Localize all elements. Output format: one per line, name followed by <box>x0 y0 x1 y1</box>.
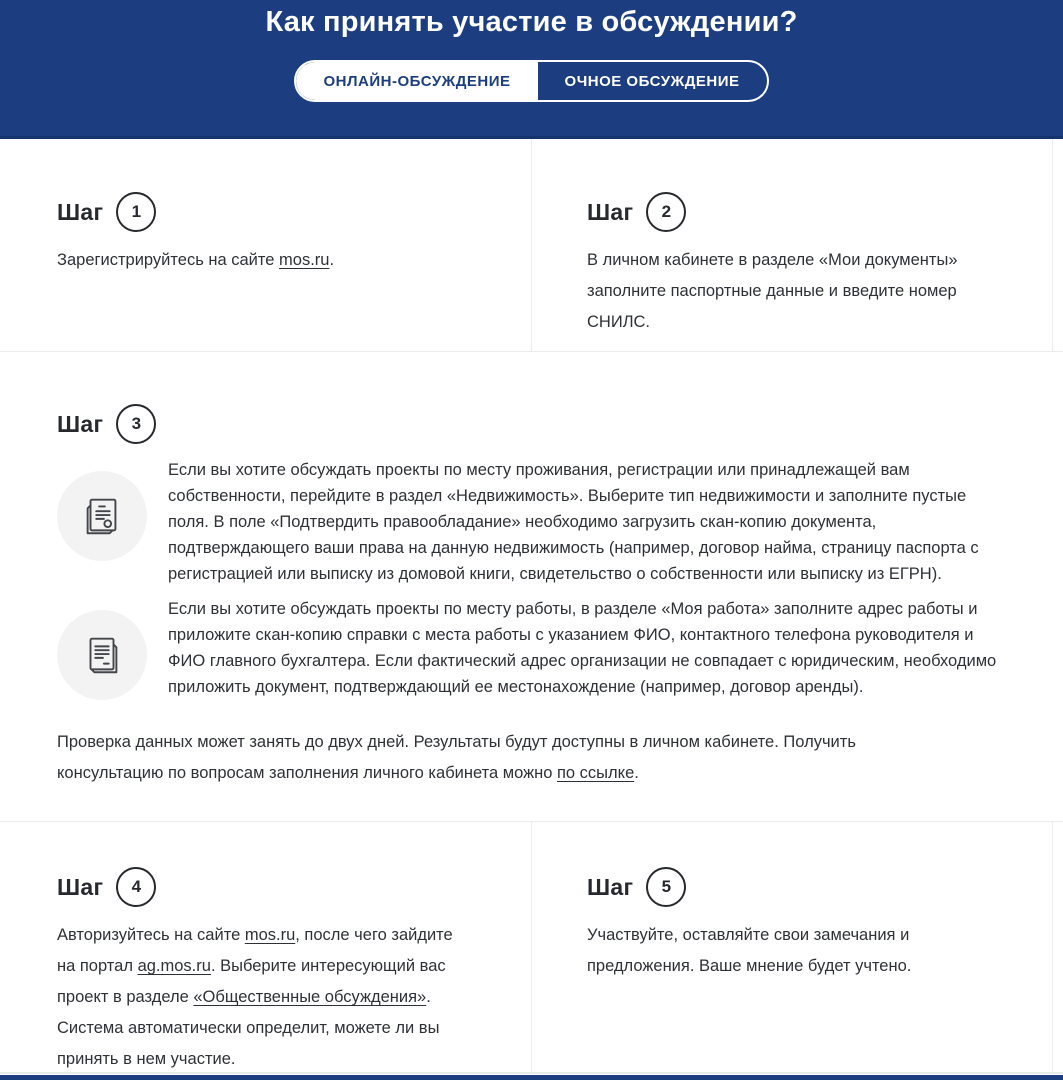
step-4-part: . Выберите интересующий вас проект в разделе <box>57 957 446 1006</box>
step-1-text <box>57 245 475 276</box>
step-5-block <box>532 822 1063 1072</box>
step-4-heading <box>57 867 475 907</box>
step-2-heading <box>587 192 1003 232</box>
step-4-part: Авторизуйтесь на сайте <box>57 926 245 944</box>
step-2-block <box>532 139 1063 351</box>
step-2-text: В личном кабинете в разделе «Мои документы» заполните паспортные данные и введите номер СНИЛС. <box>587 251 958 331</box>
step-3-note <box>57 727 965 789</box>
step-label: Шаг <box>57 873 104 900</box>
step-4-number-badge: 4 <box>116 867 156 907</box>
step-5-number-badge: 5 <box>646 867 686 907</box>
step-4-part: , после чего зайдите на портал <box>57 926 453 975</box>
step-4-part: . Система автоматически определит, можете ли вы принять в нем участие. <box>57 988 440 1068</box>
step-3-heading <box>57 404 1010 444</box>
step-label: Шаг <box>587 198 634 225</box>
step-1-heading <box>57 192 475 232</box>
right-edge-divider <box>1052 822 1053 1072</box>
document-lines-icon <box>57 610 147 700</box>
right-edge-divider <box>1052 139 1053 351</box>
step-3-number-badge: 3 <box>116 404 156 444</box>
step-3-block <box>0 352 1063 822</box>
step-4-text <box>57 920 475 1075</box>
header-banner <box>0 0 1063 139</box>
step-label: Шаг <box>57 198 104 225</box>
step-5-heading <box>587 867 1003 907</box>
step-4-block <box>0 822 532 1072</box>
steps-row-1-2 <box>0 139 1063 352</box>
step-1-block <box>0 139 532 351</box>
page-title: Как принять участие в обсуждении? <box>265 6 798 38</box>
step-1-text-before: Зарегистрируйтесь на сайте <box>57 251 280 269</box>
document-seal-icon <box>57 471 147 561</box>
step-2-number-badge: 2 <box>646 192 686 232</box>
public-discussions-link[interactable]: «Общественные обсуждения» <box>193 988 427 1006</box>
mos-ru-link[interactable]: mos.ru <box>279 251 330 269</box>
step-3-note-before: Проверка данных может занять до двух дней. Результаты будут доступны в личном кабинете. Получить консультацию по вопросам заполнения личного кабинета можно <box>57 733 856 782</box>
tab-online-discussion[interactable]: ОНЛАЙН-ОБСУЖДЕНИЕ <box>296 62 537 100</box>
step-1-number-badge: 1 <box>116 192 156 232</box>
step-label: Шаг <box>587 873 634 900</box>
discussion-mode-tabs <box>294 60 768 102</box>
consultation-link[interactable]: по ссылке <box>556 764 635 782</box>
step-5-text: Участвуйте, оставляйте свои замечания и предложения. Ваше мнение будет учтено. <box>587 926 912 975</box>
mos-ru-link[interactable]: mos.ru <box>244 926 296 944</box>
step-3-item-work <box>57 596 1010 700</box>
step-label: Шаг <box>57 410 104 437</box>
steps-row-4-5 <box>0 822 1063 1072</box>
step-3-item-residence <box>57 457 1010 587</box>
tab-offline-discussion[interactable]: ОЧНОЕ ОБСУЖДЕНИЕ <box>538 62 767 100</box>
step-1-text-after: . <box>329 251 335 269</box>
step-3-note-after: . <box>634 764 639 782</box>
step-3-residence-text: Если вы хотите обсуждать проекты по месту проживания, регистрации или принадлежащей вам собственности, перейдите в раздел «Недвижимость». Выберите тип недвижимости и заполните пустые поля. В поле «Подтвердить правообладание» необходимо загрузить скан-копию документа, подтверждающего ваши права на данную недвижимость (например, договор найма, страницу паспорта с регистрацией или выписку из домовой книги, свидетельство о собственности или выписку из ЕГРН). <box>168 461 979 583</box>
footer-blue-bar <box>0 1075 1063 1080</box>
ag-mos-ru-link[interactable]: ag.mos.ru <box>137 957 211 975</box>
step-3-work-text: Если вы хотите обсуждать проекты по месту работы, в разделе «Моя работа» заполните адрес работы и приложите скан-копию справки с места работы с указанием ФИО, контактного телефона руководителя и ФИО главного бухгалтера. Если фактический адрес организации не совпадает с юридическим, необходимо приложить документ, подтверждающий ее местонахождение (например, договор аренды). <box>168 600 997 696</box>
